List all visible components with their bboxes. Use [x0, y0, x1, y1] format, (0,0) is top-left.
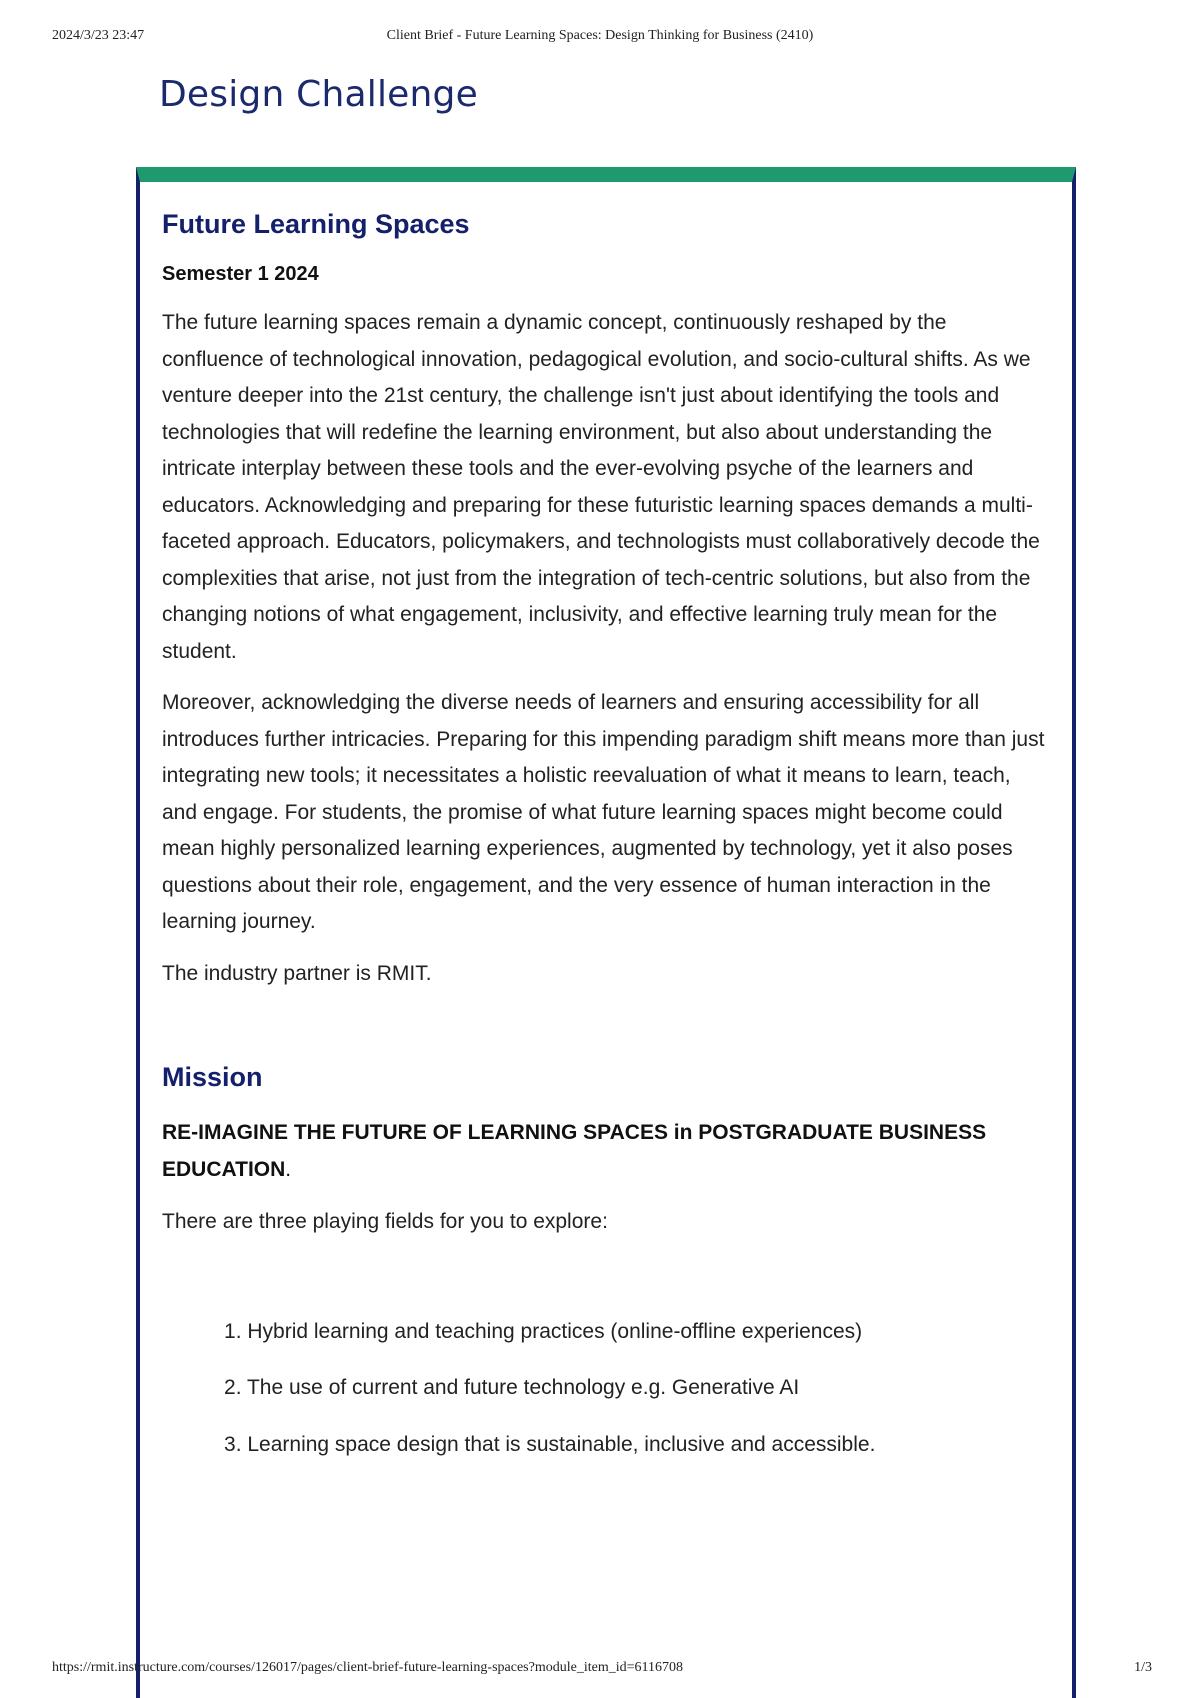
print-footer	[0, 1660, 1200, 1680]
page-url: https://rmit.instructure.com/courses/126017/pages/client-brief-future-learning-spaces?module_item_id=6116708	[52, 1660, 683, 1675]
list-item: The use of current and future technology e.g. Generative AI	[246, 1376, 800, 1399]
mission-statement	[162, 1115, 1050, 1188]
print-header	[0, 28, 1200, 48]
page-number: 1/3	[1134, 1660, 1152, 1675]
section-heading-mission: Mission	[162, 1062, 263, 1092]
list-item: Learning space design that is sustainable, inclusive and accessible.	[247, 1432, 876, 1456]
list-item: Hybrid learning and teaching practices (online-offline experiences)	[247, 1319, 863, 1343]
print-datetime: 2024/3/23 23:47	[52, 28, 145, 43]
industry-partner-paragraph: The industry partner is RMIT.	[162, 961, 432, 985]
mission-statement-bold: RE-IMAGINE THE FUTURE OF LEARNING SPACES in POSTGRADUATE BUSINESS EDUCATION	[162, 1121, 987, 1181]
mission-statement-end: .	[285, 1157, 292, 1181]
print-document-title: Client Brief - Future Learning Spaces: Design Thinking for Business (2410)	[386, 28, 814, 43]
section-heading-future-learning-spaces: Future Learning Spaces	[162, 209, 470, 239]
accessibility-paragraph: Moreover, acknowledging the diverse needs of learners and ensuring accessibility for all introduces further intricacies. Preparing for this impending paradigm shift means more than just integrating new tools; it necessitates a holistic reevaluation of what it means to learn, teach, and engage. For students, the promise of what future learning spaces might become could mean highly personalized learning experiences, augmented by technology, yet it also poses questions about their role, engagement, and the very essence of human interaction in the learning journey.	[162, 691, 1045, 933]
content-card	[136, 167, 1076, 1698]
playing-fields-intro: There are three playing fields for you to explore:	[162, 1210, 608, 1233]
semester-label: Semester 1 2024	[162, 263, 319, 285]
playing-fields-list	[162, 1314, 1050, 1464]
intro-paragraph: The future learning spaces remain a dynamic concept, continuously reshaped by the confluence of technological innovation, pedagogical evolution, and socio-cultural shifts. As we venture deeper into the 21st century, the challenge isn't just about identifying the tools and technologies that will redefine the learning environment, but also about understanding the intricate interplay between these tools and the ever-evolving psyche of the learners and educators. Acknowledging and preparing for these futuristic learning spaces demands a multi-faceted approach. Educators, policymakers, and technologists must collaboratively decode the complexities that arise, not just from the integration of tech-centric solutions, but also from the changing notions of what engagement, inclusivity, and effective learning truly mean for the student.	[162, 311, 1040, 663]
page-title: Design Challenge	[159, 74, 478, 115]
